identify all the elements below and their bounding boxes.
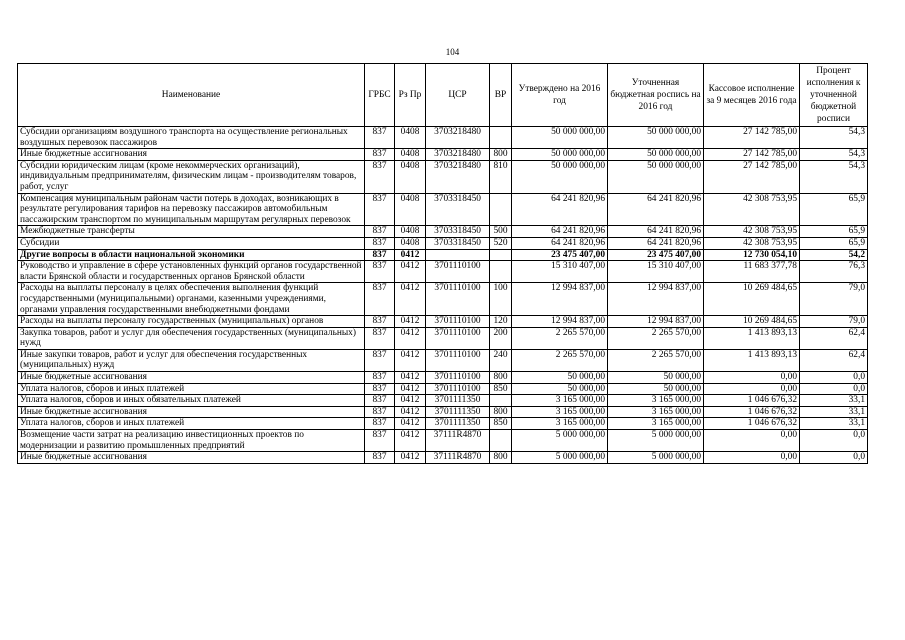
cell-csr: 3701110100 (426, 316, 490, 328)
table-body (18, 127, 868, 464)
cell-csr: 3703318450 (426, 193, 490, 226)
cell-vr: 850 (490, 418, 512, 430)
header-csr: ЦСР (426, 64, 490, 127)
cell-refined: 12 994 837,00 (608, 316, 704, 328)
cell-vr: 800 (490, 452, 512, 464)
cell-rzpr: 0408 (395, 160, 426, 193)
cell-approved: 12 994 837,00 (512, 316, 608, 328)
cell-grbs: 837 (365, 395, 395, 407)
cell-cash: 27 142 785,00 (704, 149, 800, 161)
cell-name: Иные бюджетные ассигнования (18, 452, 365, 464)
cell-rzpr: 0412 (395, 261, 426, 283)
cell-percent: 54,3 (800, 149, 868, 161)
cell-name: Субсидии организациям воздушного транспорта на осуществление региональных воздушных перевозок пассажиров (18, 127, 365, 149)
cell-grbs: 837 (365, 372, 395, 384)
cell-cash: 0,00 (704, 383, 800, 395)
cell-vr: 200 (490, 327, 512, 349)
table-row (18, 372, 868, 384)
cell-vr (490, 395, 512, 407)
cell-approved: 50 000 000,00 (512, 160, 608, 193)
cell-percent: 54,2 (800, 249, 868, 261)
table-row (18, 395, 868, 407)
cell-cash: 27 142 785,00 (704, 127, 800, 149)
cell-grbs: 837 (365, 406, 395, 418)
table-row (18, 316, 868, 328)
cell-refined: 64 241 820,96 (608, 193, 704, 226)
cell-rzpr: 0412 (395, 406, 426, 418)
header-grbs: ГРБС (365, 64, 395, 127)
table-header-row (18, 64, 868, 127)
cell-name: Иные бюджетные ассигнования (18, 406, 365, 418)
cell-percent: 65,9 (800, 193, 868, 226)
cell-rzpr: 0408 (395, 127, 426, 149)
table-row (18, 430, 868, 452)
cell-refined: 50 000 000,00 (608, 160, 704, 193)
cell-approved: 3 165 000,00 (512, 406, 608, 418)
cell-vr (490, 193, 512, 226)
cell-refined: 5 000 000,00 (608, 430, 704, 452)
cell-refined: 64 241 820,96 (608, 237, 704, 249)
cell-percent: 62,4 (800, 349, 868, 371)
cell-cash: 1 413 893,13 (704, 349, 800, 371)
cell-percent: 33,1 (800, 418, 868, 430)
cell-grbs: 837 (365, 261, 395, 283)
cell-percent: 79,0 (800, 316, 868, 328)
cell-cash: 42 308 753,95 (704, 237, 800, 249)
cell-csr: 37111R4870 (426, 452, 490, 464)
cell-grbs: 837 (365, 249, 395, 261)
cell-csr: 3703318450 (426, 237, 490, 249)
cell-grbs: 837 (365, 418, 395, 430)
cell-name: Иные бюджетные ассигнования (18, 149, 365, 161)
cell-name: Уплата налогов, сборов и иных платежей (18, 418, 365, 430)
cell-approved: 5 000 000,00 (512, 430, 608, 452)
cell-approved: 15 310 407,00 (512, 261, 608, 283)
table-row (18, 383, 868, 395)
cell-vr: 850 (490, 383, 512, 395)
cell-cash: 0,00 (704, 430, 800, 452)
cell-csr: 3703218480 (426, 149, 490, 161)
cell-approved: 64 241 820,96 (512, 193, 608, 226)
table-row (18, 249, 868, 261)
cell-refined: 15 310 407,00 (608, 261, 704, 283)
cell-cash: 42 308 753,95 (704, 193, 800, 226)
cell-grbs: 837 (365, 452, 395, 464)
cell-cash: 11 683 377,78 (704, 261, 800, 283)
cell-csr: 3703318450 (426, 226, 490, 238)
header-approved: Утверждено на 2016 год (512, 64, 608, 127)
cell-refined: 5 000 000,00 (608, 452, 704, 464)
cell-cash: 1 046 676,32 (704, 406, 800, 418)
cell-vr: 120 (490, 316, 512, 328)
cell-csr: 3701110100 (426, 261, 490, 283)
cell-grbs: 837 (365, 316, 395, 328)
cell-refined: 3 165 000,00 (608, 395, 704, 407)
cell-name: Руководство и управление в сфере установленных функций органов государственной власти Брянской области и государственных органов Брянской области (18, 261, 365, 283)
cell-vr: 810 (490, 160, 512, 193)
cell-csr: 3701110100 (426, 383, 490, 395)
page-number: 104 (445, 47, 460, 57)
cell-name: Иные бюджетные ассигнования (18, 372, 365, 384)
table-row (18, 149, 868, 161)
cell-cash: 0,00 (704, 372, 800, 384)
cell-grbs: 837 (365, 237, 395, 249)
cell-csr: 3701111350 (426, 418, 490, 430)
cell-cash: 0,00 (704, 452, 800, 464)
cell-vr (490, 249, 512, 261)
cell-name: Субсидии юридическим лицам (кроме некоммерческих организаций), индивидуальным предпринимателям, физическим лицам - производителям товаров, работ, услуг (18, 160, 365, 193)
cell-percent: 65,9 (800, 237, 868, 249)
cell-cash: 27 142 785,00 (704, 160, 800, 193)
table-row (18, 327, 868, 349)
cell-percent: 0,0 (800, 383, 868, 395)
table-row (18, 226, 868, 238)
cell-rzpr: 0412 (395, 418, 426, 430)
table-row (18, 127, 868, 149)
cell-percent: 0,0 (800, 430, 868, 452)
cell-refined: 50 000 000,00 (608, 149, 704, 161)
cell-refined: 2 265 570,00 (608, 327, 704, 349)
cell-grbs: 837 (365, 149, 395, 161)
cell-csr: 37111R4870 (426, 430, 490, 452)
cell-vr (490, 261, 512, 283)
cell-csr: 3701110100 (426, 283, 490, 316)
cell-approved: 50 000,00 (512, 372, 608, 384)
cell-name: Закупка товаров, работ и услуг для обеспечения государственных (муниципальных) нужд (18, 327, 365, 349)
cell-grbs: 837 (365, 160, 395, 193)
cell-rzpr: 0412 (395, 452, 426, 464)
cell-approved: 12 994 837,00 (512, 283, 608, 316)
table-row (18, 193, 868, 226)
cell-csr: 3703218480 (426, 127, 490, 149)
cell-csr: 3703218480 (426, 160, 490, 193)
cell-rzpr: 0408 (395, 226, 426, 238)
cell-name: Межбюджетные трансферты (18, 226, 365, 238)
cell-grbs: 837 (365, 383, 395, 395)
cell-approved: 50 000 000,00 (512, 149, 608, 161)
cell-percent: 79,0 (800, 283, 868, 316)
cell-percent: 0,0 (800, 452, 868, 464)
cell-vr: 800 (490, 406, 512, 418)
cell-name: Расходы на выплаты персоналу в целях обеспечения выполнения функций государственными (муниципальными) органами, казенными учреждениями, органами управления государственными внебюджетными фондами (18, 283, 365, 316)
cell-approved: 2 265 570,00 (512, 327, 608, 349)
cell-rzpr: 0408 (395, 193, 426, 226)
cell-cash: 10 269 484,65 (704, 283, 800, 316)
cell-percent: 33,1 (800, 395, 868, 407)
cell-cash: 12 730 054,10 (704, 249, 800, 261)
header-percent: Процент исполнения к уточненной бюджетной росписи (800, 64, 868, 127)
cell-grbs: 837 (365, 349, 395, 371)
cell-approved: 50 000 000,00 (512, 127, 608, 149)
cell-refined: 12 994 837,00 (608, 283, 704, 316)
header-cash: Кассовое исполнение за 9 месяцев 2016 года (704, 64, 800, 127)
table-row (18, 418, 868, 430)
cell-vr: 500 (490, 226, 512, 238)
cell-approved: 50 000,00 (512, 383, 608, 395)
cell-approved: 2 265 570,00 (512, 349, 608, 371)
cell-rzpr: 0412 (395, 383, 426, 395)
cell-grbs: 837 (365, 127, 395, 149)
cell-vr: 800 (490, 149, 512, 161)
cell-grbs: 837 (365, 226, 395, 238)
cell-percent: 33,1 (800, 406, 868, 418)
cell-vr (490, 127, 512, 149)
cell-csr (426, 249, 490, 261)
cell-name: Расходы на выплаты персоналу государственных (муниципальных) органов (18, 316, 365, 328)
cell-name: Возмещение части затрат на реализацию инвестиционных проектов по модернизации и развитию промышленных предприятий (18, 430, 365, 452)
cell-rzpr: 0412 (395, 316, 426, 328)
budget-execution-table (17, 63, 868, 464)
cell-name: Компенсация муниципальным районам части потерь в доходах, возникающих в результате регулирования тарифов на перевозку пассажиров автомобильным пассажирским транспортом по муниципальным маршрутам регулярных перевозок (18, 193, 365, 226)
cell-approved: 3 165 000,00 (512, 395, 608, 407)
cell-cash: 10 269 484,65 (704, 316, 800, 328)
cell-rzpr: 0412 (395, 372, 426, 384)
cell-name: Субсидии (18, 237, 365, 249)
cell-rzpr: 0412 (395, 283, 426, 316)
cell-percent: 65,9 (800, 226, 868, 238)
cell-cash: 42 308 753,95 (704, 226, 800, 238)
cell-cash: 1 046 676,32 (704, 418, 800, 430)
cell-percent: 76,3 (800, 261, 868, 283)
cell-cash: 1 046 676,32 (704, 395, 800, 407)
table-row (18, 406, 868, 418)
cell-refined: 50 000 000,00 (608, 127, 704, 149)
cell-name: Уплата налогов, сборов и иных обязательных платежей (18, 395, 365, 407)
cell-vr: 800 (490, 372, 512, 384)
cell-refined: 2 265 570,00 (608, 349, 704, 371)
header-vr: ВР (490, 64, 512, 127)
cell-grbs: 837 (365, 430, 395, 452)
cell-vr: 240 (490, 349, 512, 371)
cell-name: Иные закупки товаров, работ и услуг для обеспечения государственных (муниципальных) нужд (18, 349, 365, 371)
cell-name: Уплата налогов, сборов и иных платежей (18, 383, 365, 395)
cell-grbs: 837 (365, 283, 395, 316)
cell-rzpr: 0412 (395, 395, 426, 407)
cell-refined: 64 241 820,96 (608, 226, 704, 238)
table-row (18, 349, 868, 371)
cell-grbs: 837 (365, 193, 395, 226)
header-name: Наименование (18, 64, 365, 127)
cell-csr: 3701110100 (426, 327, 490, 349)
cell-rzpr: 0412 (395, 349, 426, 371)
cell-approved: 3 165 000,00 (512, 418, 608, 430)
cell-rzpr: 0408 (395, 149, 426, 161)
cell-rzpr: 0412 (395, 430, 426, 452)
cell-refined: 50 000,00 (608, 383, 704, 395)
table-row (18, 261, 868, 283)
table-row (18, 237, 868, 249)
cell-vr (490, 430, 512, 452)
table-row (18, 283, 868, 316)
header-refined: Уточненная бюджетная роспись на 2016 год (608, 64, 704, 127)
header-rzpr: Рз Пр (395, 64, 426, 127)
cell-percent: 62,4 (800, 327, 868, 349)
cell-rzpr: 0412 (395, 327, 426, 349)
cell-approved: 64 241 820,96 (512, 237, 608, 249)
cell-approved: 5 000 000,00 (512, 452, 608, 464)
cell-percent: 54,3 (800, 127, 868, 149)
cell-csr: 3701111350 (426, 406, 490, 418)
cell-refined: 50 000,00 (608, 372, 704, 384)
cell-csr: 3701110100 (426, 349, 490, 371)
cell-refined: 3 165 000,00 (608, 418, 704, 430)
cell-cash: 1 413 893,13 (704, 327, 800, 349)
cell-refined: 3 165 000,00 (608, 406, 704, 418)
table-row (18, 160, 868, 193)
cell-csr: 3701111350 (426, 395, 490, 407)
cell-percent: 0,0 (800, 372, 868, 384)
cell-approved: 64 241 820,96 (512, 226, 608, 238)
cell-name: Другие вопросы в области национальной экономики (18, 249, 365, 261)
cell-vr: 520 (490, 237, 512, 249)
cell-refined: 23 475 407,00 (608, 249, 704, 261)
cell-rzpr: 0408 (395, 237, 426, 249)
cell-rzpr: 0412 (395, 249, 426, 261)
cell-csr: 3701110100 (426, 372, 490, 384)
cell-approved: 23 475 407,00 (512, 249, 608, 261)
cell-percent: 54,3 (800, 160, 868, 193)
table-row (18, 452, 868, 464)
cell-vr: 100 (490, 283, 512, 316)
cell-grbs: 837 (365, 327, 395, 349)
